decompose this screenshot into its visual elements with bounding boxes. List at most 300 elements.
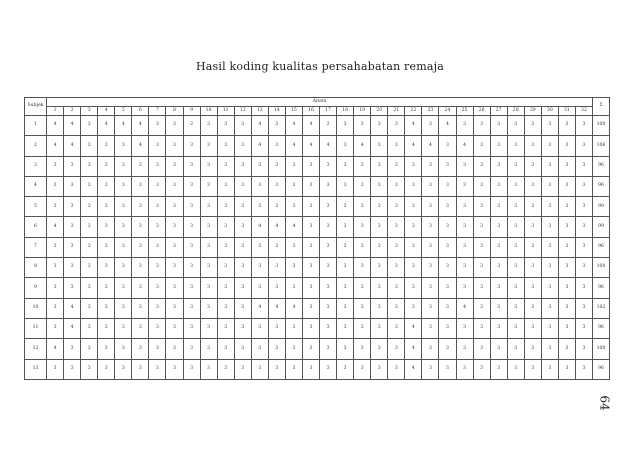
score-cell: 3 — [217, 176, 234, 196]
item-header: 15 — [285, 107, 302, 116]
score-cell: 4 — [132, 136, 149, 156]
total-cell: 96 — [593, 156, 610, 176]
score-cell: 3 — [98, 136, 115, 156]
score-cell: 3 — [575, 339, 592, 359]
score-cell: 3 — [183, 278, 200, 298]
item-header: 25 — [456, 107, 473, 116]
score-cell: 3 — [371, 136, 388, 156]
score-cell: 3 — [439, 136, 456, 156]
item-header: 24 — [439, 107, 456, 116]
score-cell: 3 — [217, 359, 234, 379]
score-cell: 3 — [132, 298, 149, 318]
item-header: 28 — [507, 107, 524, 116]
item-header: 22 — [405, 107, 422, 116]
score-cell: 3 — [285, 156, 302, 176]
score-cell: 3 — [456, 237, 473, 257]
score-cell: 3 — [388, 278, 405, 298]
score-cell: 3 — [456, 278, 473, 298]
score-cell: 3 — [64, 359, 81, 379]
score-cell: 3 — [558, 217, 575, 237]
score-cell: 3 — [268, 197, 285, 217]
score-cell: 3 — [388, 197, 405, 217]
score-cell: 3 — [132, 258, 149, 278]
score-cell: 3 — [490, 318, 507, 338]
score-cell: 3 — [337, 116, 354, 136]
score-cell: 3 — [115, 278, 132, 298]
score-cell: 3 — [558, 318, 575, 338]
score-cell: 3 — [507, 116, 524, 136]
score-cell: 3 — [200, 258, 217, 278]
score-cell: 4 — [132, 116, 149, 136]
score-cell: 3 — [473, 339, 490, 359]
score-cell: 3 — [354, 359, 371, 379]
score-cell: 3 — [166, 136, 183, 156]
score-cell: 3 — [541, 359, 558, 379]
score-cell: 3 — [490, 237, 507, 257]
score-cell: 3 — [115, 217, 132, 237]
score-cell: 3 — [439, 318, 456, 338]
score-cell: 3 — [234, 318, 251, 338]
subject-cell: 10 — [25, 298, 47, 318]
total-cell: 96 — [593, 318, 610, 338]
subject-cell: 5 — [25, 197, 47, 217]
score-cell: 3 — [541, 339, 558, 359]
score-cell: 3 — [473, 197, 490, 217]
score-cell: 4 — [268, 217, 285, 237]
score-cell: 3 — [64, 156, 81, 176]
table-row — [25, 197, 610, 217]
score-cell: 4 — [285, 217, 302, 237]
item-header: 4 — [98, 107, 115, 116]
score-cell: 3 — [473, 136, 490, 156]
score-cell: 3 — [98, 339, 115, 359]
score-cell: 3 — [251, 156, 268, 176]
total-cell: 96 — [593, 278, 610, 298]
score-cell: 3 — [302, 318, 319, 338]
score-cell: 3 — [371, 318, 388, 338]
score-cell: 3 — [166, 237, 183, 257]
score-cell: 3 — [405, 237, 422, 257]
score-cell: 3 — [524, 278, 541, 298]
score-cell: 3 — [388, 136, 405, 156]
score-cell: 3 — [524, 339, 541, 359]
score-cell: 3 — [200, 156, 217, 176]
score-cell: 3 — [115, 136, 132, 156]
score-cell: 3 — [337, 217, 354, 237]
score-cell: 3 — [422, 298, 439, 318]
score-cell: 3 — [371, 116, 388, 136]
score-cell: 3 — [149, 278, 166, 298]
score-cell: 3 — [166, 116, 183, 136]
score-cell: 3 — [81, 359, 98, 379]
score-cell: 3 — [473, 116, 490, 136]
score-cell: 3 — [47, 197, 64, 217]
score-cell: 3 — [354, 298, 371, 318]
score-cell: 3 — [302, 237, 319, 257]
score-cell: 3 — [456, 197, 473, 217]
score-cell: 3 — [47, 318, 64, 338]
score-cell: 3 — [81, 176, 98, 196]
score-cell: 3 — [200, 318, 217, 338]
score-cell: 3 — [98, 318, 115, 338]
score-cell: 2 — [183, 116, 200, 136]
score-cell: 3 — [524, 136, 541, 156]
total-cell: 96 — [593, 237, 610, 257]
score-cell: 3 — [575, 176, 592, 196]
item-header: 31 — [558, 107, 575, 116]
score-cell: 3 — [337, 237, 354, 257]
score-cell: 3 — [456, 156, 473, 176]
score-cell: 3 — [490, 136, 507, 156]
item-header: 7 — [149, 107, 166, 116]
score-cell: 3 — [541, 116, 558, 136]
score-cell: 3 — [166, 197, 183, 217]
score-cell: 3 — [558, 278, 575, 298]
score-cell: 3 — [354, 237, 371, 257]
score-cell: 3 — [524, 176, 541, 196]
item-header: 21 — [388, 107, 405, 116]
score-cell: 3 — [320, 197, 337, 217]
table-row — [25, 278, 610, 298]
score-cell: 3 — [507, 359, 524, 379]
item-header: 1 — [47, 107, 64, 116]
item-header: 19 — [354, 107, 371, 116]
item-header: 5 — [115, 107, 132, 116]
score-cell: 3 — [422, 116, 439, 136]
score-cell: 3 — [473, 359, 490, 379]
score-cell: 3 — [81, 318, 98, 338]
score-cell: 3 — [285, 278, 302, 298]
score-cell: 3 — [337, 339, 354, 359]
item-header: 29 — [524, 107, 541, 116]
score-cell: 3 — [422, 217, 439, 237]
score-cell: 3 — [285, 339, 302, 359]
score-cell: 3 — [490, 278, 507, 298]
score-cell: 3 — [371, 298, 388, 318]
header-total: Σ — [593, 98, 610, 116]
score-cell: 3 — [337, 278, 354, 298]
score-cell: 4 — [354, 136, 371, 156]
score-cell: 3 — [47, 237, 64, 257]
score-cell: 4 — [405, 116, 422, 136]
score-cell: 3 — [371, 176, 388, 196]
score-cell: 3 — [558, 176, 575, 196]
table-row — [25, 237, 610, 257]
score-cell: 3 — [541, 156, 558, 176]
score-cell: 3 — [98, 237, 115, 257]
score-cell: 3 — [473, 258, 490, 278]
item-header: 16 — [302, 107, 319, 116]
score-cell: 3 — [302, 298, 319, 318]
score-cell: 3 — [524, 237, 541, 257]
score-cell: 3 — [473, 278, 490, 298]
score-cell: 3 — [388, 339, 405, 359]
score-cell: 3 — [166, 298, 183, 318]
score-cell: 4 — [64, 116, 81, 136]
score-cell: 3 — [183, 237, 200, 257]
score-cell: 3 — [473, 217, 490, 237]
score-cell: 3 — [371, 197, 388, 217]
score-cell: 3 — [422, 237, 439, 257]
score-cell: 3 — [81, 258, 98, 278]
score-cell: 4 — [405, 136, 422, 156]
score-cell: 3 — [302, 359, 319, 379]
score-cell: 4 — [320, 136, 337, 156]
score-cell: 3 — [251, 339, 268, 359]
item-header: 11 — [217, 107, 234, 116]
score-cell: 3 — [388, 176, 405, 196]
score-cell: 3 — [320, 278, 337, 298]
score-cell: 3 — [354, 217, 371, 237]
score-cell: 4 — [302, 136, 319, 156]
score-cell: 3 — [507, 176, 524, 196]
score-cell: 3 — [115, 339, 132, 359]
score-cell: 4 — [285, 116, 302, 136]
score-cell: 4 — [285, 136, 302, 156]
score-cell: 3 — [217, 258, 234, 278]
score-cell: 3 — [81, 197, 98, 217]
score-cell: 3 — [251, 278, 268, 298]
score-cell: 3 — [541, 298, 558, 318]
score-cell: 4 — [439, 116, 456, 136]
score-cell: 3 — [422, 339, 439, 359]
score-cell: 3 — [371, 339, 388, 359]
score-cell: 3 — [268, 116, 285, 136]
score-cell: 3 — [337, 156, 354, 176]
score-cell: 3 — [234, 278, 251, 298]
score-cell: 3 — [524, 298, 541, 318]
score-cell: 3 — [490, 197, 507, 217]
score-cell: 3 — [388, 258, 405, 278]
score-cell: 3 — [217, 237, 234, 257]
score-cell: 3 — [166, 258, 183, 278]
score-cell: 3 — [388, 237, 405, 257]
score-cell: 3 — [285, 176, 302, 196]
score-cell: 3 — [388, 359, 405, 379]
score-cell: 3 — [405, 176, 422, 196]
score-cell: 3 — [115, 258, 132, 278]
score-cell: 3 — [81, 339, 98, 359]
score-cell: 3 — [234, 197, 251, 217]
score-cell: 3 — [422, 318, 439, 338]
score-cell: 3 — [388, 156, 405, 176]
score-cell: 3 — [200, 217, 217, 237]
score-cell: 3 — [149, 176, 166, 196]
score-cell: 3 — [64, 237, 81, 257]
total-cell: 102 — [593, 298, 610, 318]
score-cell: 3 — [268, 156, 285, 176]
score-cell: 3 — [64, 197, 81, 217]
score-cell: 3 — [302, 217, 319, 237]
score-cell: 3 — [507, 318, 524, 338]
score-cell: 3 — [337, 318, 354, 338]
score-cell: 3 — [405, 197, 422, 217]
score-cell: 4 — [405, 339, 422, 359]
score-cell: 3 — [81, 217, 98, 237]
score-cell: 3 — [405, 217, 422, 237]
score-cell: 3 — [149, 339, 166, 359]
score-cell: 3 — [234, 116, 251, 136]
score-cell: 3 — [320, 217, 337, 237]
score-cell: 3 — [473, 237, 490, 257]
score-cell: 3 — [456, 258, 473, 278]
score-cell: 3 — [64, 217, 81, 237]
subject-cell: 8 — [25, 258, 47, 278]
score-cell: 3 — [575, 136, 592, 156]
item-header: 30 — [541, 107, 558, 116]
score-cell: 3 — [64, 278, 81, 298]
score-cell: 3 — [490, 176, 507, 196]
score-cell: 3 — [200, 237, 217, 257]
score-cell: 3 — [354, 258, 371, 278]
score-cell: 3 — [371, 278, 388, 298]
score-cell: 3 — [183, 217, 200, 237]
score-cell: 3 — [217, 156, 234, 176]
score-cell: 3 — [405, 258, 422, 278]
score-cell: 3 — [217, 298, 234, 318]
score-cell: 3 — [115, 359, 132, 379]
score-cell: 3 — [439, 298, 456, 318]
score-cell: 3 — [422, 359, 439, 379]
total-cell: 96 — [593, 176, 610, 196]
score-cell: 3 — [490, 156, 507, 176]
score-cell: 3 — [183, 339, 200, 359]
score-cell: 3 — [302, 176, 319, 196]
item-header: 2 — [64, 107, 81, 116]
score-cell: 3 — [456, 359, 473, 379]
score-cell: 3 — [405, 298, 422, 318]
subject-cell: 2 — [25, 136, 47, 156]
score-cell: 3 — [524, 197, 541, 217]
score-cell: 3 — [337, 197, 354, 217]
score-cell: 3 — [217, 339, 234, 359]
total-cell: 99 — [593, 197, 610, 217]
score-cell: 3 — [98, 176, 115, 196]
subject-cell: 1 — [25, 116, 47, 136]
score-cell: 3 — [302, 258, 319, 278]
item-header: 32 — [575, 107, 592, 116]
table-row — [25, 258, 610, 278]
score-cell: 3 — [456, 318, 473, 338]
score-cell: 3 — [507, 237, 524, 257]
score-cell: 4 — [456, 136, 473, 156]
score-cell: 3 — [490, 298, 507, 318]
score-cell: 3 — [302, 197, 319, 217]
score-cell: 3 — [439, 237, 456, 257]
score-cell: 3 — [354, 116, 371, 136]
score-cell: 3 — [149, 136, 166, 156]
table-row — [25, 359, 610, 379]
table-row — [25, 176, 610, 196]
score-cell: 3 — [320, 237, 337, 257]
score-cell: 3 — [541, 237, 558, 257]
score-cell: 3 — [507, 197, 524, 217]
score-cell: 3 — [132, 359, 149, 379]
score-cell: 3 — [507, 278, 524, 298]
score-cell: 3 — [354, 156, 371, 176]
score-cell: 3 — [473, 298, 490, 318]
score-cell: 3 — [149, 258, 166, 278]
score-cell: 3 — [320, 318, 337, 338]
item-header: 10 — [200, 107, 217, 116]
table-row — [25, 217, 610, 237]
score-cell: 3 — [47, 176, 64, 196]
score-cell: 3 — [490, 359, 507, 379]
score-cell: 3 — [200, 359, 217, 379]
score-cell: 4 — [47, 116, 64, 136]
score-cell: 3 — [200, 278, 217, 298]
score-cell: 3 — [575, 359, 592, 379]
score-cell: 3 — [268, 258, 285, 278]
score-cell: 3 — [81, 298, 98, 318]
score-cell: 3 — [200, 136, 217, 156]
score-cell: 3 — [541, 278, 558, 298]
score-cell: 3 — [149, 298, 166, 318]
score-cell: 3 — [439, 258, 456, 278]
score-cell: 3 — [64, 339, 81, 359]
score-cell: 3 — [149, 217, 166, 237]
score-cell: 3 — [575, 258, 592, 278]
score-cell: 3 — [439, 217, 456, 237]
score-cell: 3 — [575, 318, 592, 338]
score-cell: 3 — [251, 197, 268, 217]
score-cell: 3 — [132, 318, 149, 338]
score-cell: 3 — [456, 339, 473, 359]
score-cell: 3 — [81, 278, 98, 298]
score-cell: 3 — [456, 217, 473, 237]
header-subject: Subjek — [25, 98, 47, 116]
score-cell: 3 — [64, 258, 81, 278]
score-cell: 3 — [422, 156, 439, 176]
table-row — [25, 318, 610, 338]
score-cell: 3 — [388, 116, 405, 136]
score-cell: 3 — [320, 258, 337, 278]
score-cell: 3 — [234, 258, 251, 278]
score-cell: 4 — [251, 116, 268, 136]
score-cell: 3 — [405, 278, 422, 298]
score-cell: 3 — [490, 116, 507, 136]
score-cell: 3 — [268, 278, 285, 298]
score-cell: 4 — [47, 339, 64, 359]
score-cell: 3 — [541, 258, 558, 278]
score-cell: 3 — [234, 339, 251, 359]
score-cell: 3 — [490, 258, 507, 278]
score-cell: 3 — [456, 116, 473, 136]
score-cell: 3 — [217, 278, 234, 298]
score-cell: 3 — [337, 359, 354, 379]
score-cell: 3 — [183, 136, 200, 156]
score-cell: 3 — [251, 176, 268, 196]
score-cell: 4 — [405, 359, 422, 379]
item-header: 14 — [268, 107, 285, 116]
score-cell: 3 — [132, 278, 149, 298]
score-cell: 3 — [268, 339, 285, 359]
score-cell: 3 — [149, 197, 166, 217]
score-cell: 3 — [166, 359, 183, 379]
subject-cell: 7 — [25, 237, 47, 257]
score-cell: 3 — [337, 176, 354, 196]
score-cell: 3 — [507, 258, 524, 278]
score-cell: 3 — [388, 318, 405, 338]
score-cell: 3 — [371, 359, 388, 379]
score-cell: 3 — [558, 136, 575, 156]
score-cell: 3 — [47, 359, 64, 379]
score-cell: 3 — [354, 278, 371, 298]
score-cell: 3 — [285, 359, 302, 379]
score-cell: 3 — [268, 359, 285, 379]
score-cell: 3 — [524, 359, 541, 379]
score-cell: 3 — [234, 156, 251, 176]
